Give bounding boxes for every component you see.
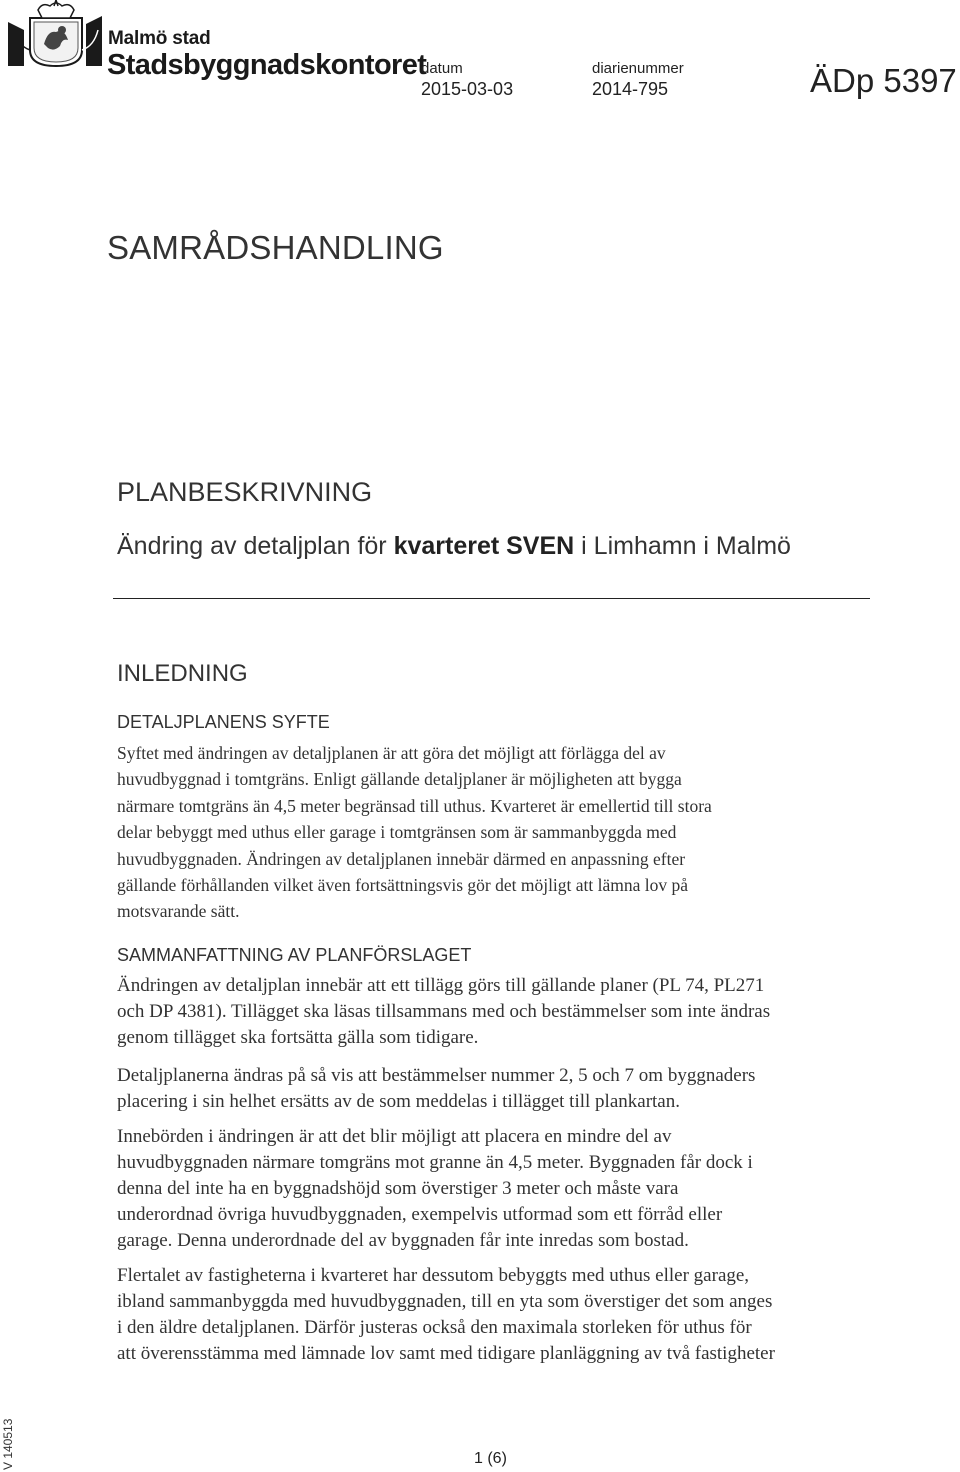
text-line: Innebörden i ändringen är att det blir möjligt att placera en mindre del av (117, 1126, 672, 1147)
subheading-plan-purpose: DETALJPLANENS SYFTE (117, 712, 330, 732)
title-divider (113, 598, 870, 599)
registration-number-label: diarienummer (592, 60, 684, 77)
summary-paragraph-1 (117, 973, 877, 1051)
text-line: Flertalet av fastigheterna i kvarteret har dessutom bebyggts med uthus eller garage, (117, 1265, 750, 1286)
logo-city-name: Malmö stad (108, 28, 211, 49)
summary-paragraph-4 (117, 1263, 877, 1367)
text-line: denna del inte ha en byggnadshöjd som överstiger 3 meter och måste vara (117, 1178, 679, 1199)
text-line: motsvarande sätt. (117, 901, 240, 922)
text-line: huvudbyggnad i tomtgräns. Enligt gällande detaljplaner är möjligheten att bygga (117, 769, 682, 790)
text-line: placering i sin helhet ersätts av de som meddelas i tillägget till plankartan. (117, 1091, 680, 1112)
text-line: närmare tomtgräns än 4,5 meter begränsad till uthus. Kvarteret är emellertid till stora (117, 795, 712, 816)
summary-paragraph-3 (117, 1124, 877, 1254)
page-number: 1 (6) (474, 1450, 507, 1467)
text-line: garage. Denna underordnade del av byggnaden får inte inredas som bostad. (117, 1230, 689, 1251)
text-line: i den äldre detaljplanen. Därför justeras också den maximala storleken för uthus för (117, 1317, 752, 1338)
document-title-block-name: kvarteret SVEN (393, 532, 575, 560)
document-status: SAMRÅDSHANDLING (107, 229, 444, 266)
text-line: att överensstämma med lämnade lov samt med tidigare planläggning av två fastigheter (117, 1343, 775, 1364)
document-type: PLANBESKRIVNING (117, 477, 373, 507)
text-line: ibland sammanbyggda med huvudbyggnaden, till en yta som överstiger det som anges (117, 1291, 773, 1312)
date-value: 2015-03-03 (421, 79, 514, 99)
document-id: ÄDp 5397 (810, 62, 957, 99)
text-line: gällande förhållanden vilket även fortsättningsvis gör det möjligt att lämna lov på (117, 875, 689, 896)
text-line: Detaljplanerna ändras på så vis att bestämmelser nummer 2, 5 och 7 om byggnaders (117, 1065, 756, 1086)
text-line: huvudbyggnaden. Ändringen av detaljplanen innebär därmed en anpassning efter (117, 848, 686, 869)
document-title (117, 532, 791, 561)
date-label: datum (421, 60, 463, 77)
template-version: V 140513 (1, 1418, 15, 1470)
text-line: genom tillägget ska fortsätta gälla som tidigare. (117, 1027, 479, 1048)
document-title-prefix: Ändring av detaljplan för (117, 532, 394, 560)
text-line: underordnad övriga huvudbyggnaden, exempelvis utformad som ett förråd eller (117, 1204, 723, 1225)
section-heading-introduction: INLEDNING (117, 660, 248, 687)
registration-number-value: 2014-795 (592, 79, 669, 99)
text-line: huvudbyggnaden närmare tomgräns mot granne än 4,5 meter. Byggnaden får dock i (117, 1152, 753, 1173)
purpose-paragraph (117, 740, 877, 925)
document-title-suffix: i Limhamn i Malmö (574, 532, 791, 560)
summary-paragraph-2 (117, 1063, 877, 1115)
text-line: delar bebyggt med uthus eller garage i tomtgränsen som är sammanbyggda med (117, 822, 677, 843)
text-line: Ändringen av detaljplan innebär att ett tillägg görs till gällande planer (PL 74, PL271 (117, 975, 765, 996)
malmo-coat-of-arms-icon (4, 0, 104, 68)
text-line: och DP 4381). Tillägget ska läsas tillsammans med och bestämmelser som inte ändras (117, 1001, 771, 1022)
subheading-proposal-summary: SAMMANFATTNING AV PLANFÖRSLAGET (117, 945, 472, 965)
text-line: Syftet med ändringen av detaljplanen är att göra det möjligt att förlägga del av (117, 743, 666, 763)
logo-office-name: Stadsbyggnadskontoret (107, 49, 427, 81)
